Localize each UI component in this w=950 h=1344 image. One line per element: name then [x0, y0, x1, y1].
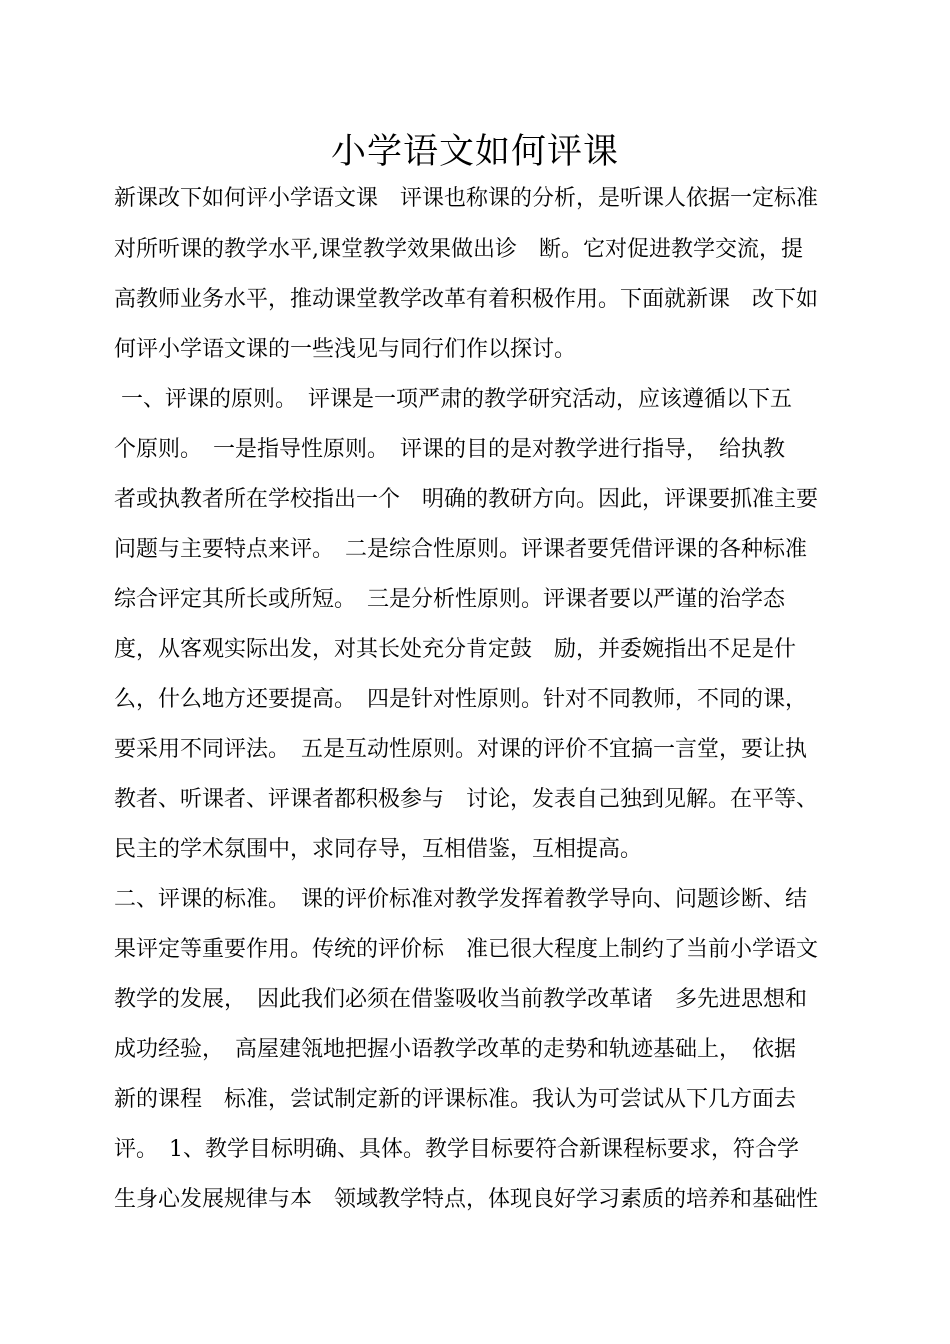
body-line: 问题与主要特点来评。 二是综合性原则。评课者要凭借评课的各种标准: [114, 537, 808, 562]
body-line: 评。 1、教学目标明确、具体。教学目标要符合新课程标要求，符合学: [114, 1137, 799, 1162]
body-line: 者或执教者所在学校指出一个 明确的教研方向。因此，评课要抓准主要: [114, 487, 819, 512]
body-line: 成功经验， 高屋建瓴地把握小语教学改革的走势和轨迹基础上， 依据: [114, 1037, 797, 1062]
body-line: 高教师业务水平，推动课堂教学改革有着积极作用。下面就新课 改下如: [114, 287, 819, 312]
body-line: 教者、听课者、评课者都积极参与 讨论，发表自己独到见解。在平等、: [114, 787, 819, 812]
body-line: 度，从客观实际出发，对其长处充分肯定鼓 励，并委婉指出不足是什: [114, 637, 797, 662]
body-line: 民主的学术氛围中，求同存导，互相借鉴，互相提高。: [114, 837, 643, 862]
body-line: 新课改下如何评小学语文课 评课也称课的分析，是听课人依据一定标准: [114, 186, 819, 211]
body-line: 么，什么地方还要提高。 四是针对性原则。针对不同教师，不同的课，: [114, 687, 808, 712]
body-line: 要采用不同评法。 五是互动性原则。对课的评价不宜搞一言堂，要让执: [114, 737, 808, 762]
body-line: 对所听课的教学水平,课堂教学效果做出诊 断。它对促进教学交流，提: [114, 237, 803, 262]
body-line: 综合评定其所长或所短。 三是分析性原则。评课者要以严谨的治学态: [114, 587, 786, 612]
body-line: 果评定等重要作用。传统的评价标 准已很大程度上制约了当前小学语文: [114, 937, 819, 962]
body-line: 新的课程 标准，尝试制定新的评课标准。我认为可尝试从下几方面去: [114, 1087, 797, 1112]
document-title: 小学语文如何评课: [330, 132, 619, 172]
body-line: 二、评课的标准。 课的评价标准对教学发挥着教学导向、问题诊断、结: [114, 887, 808, 912]
body-line: 一、评课的原则。 评课是一项严肃的教学研究活动，应该遵循以下五: [114, 387, 792, 412]
body-line: 生身心发展规律与本 领域教学特点，体现良好学习素质的培养和基础性: [114, 1187, 819, 1212]
body-line: 教学的发展， 因此我们必须在借鉴吸收当前教学改革诸 多先进思想和: [114, 987, 808, 1012]
body-line: 个原则。 一是指导性原则。 评课的目的是对教学进行指导， 给执教: [114, 437, 786, 462]
body-line: 何评小学语文课的一些浅见与同行们作以探讨。: [114, 337, 577, 362]
